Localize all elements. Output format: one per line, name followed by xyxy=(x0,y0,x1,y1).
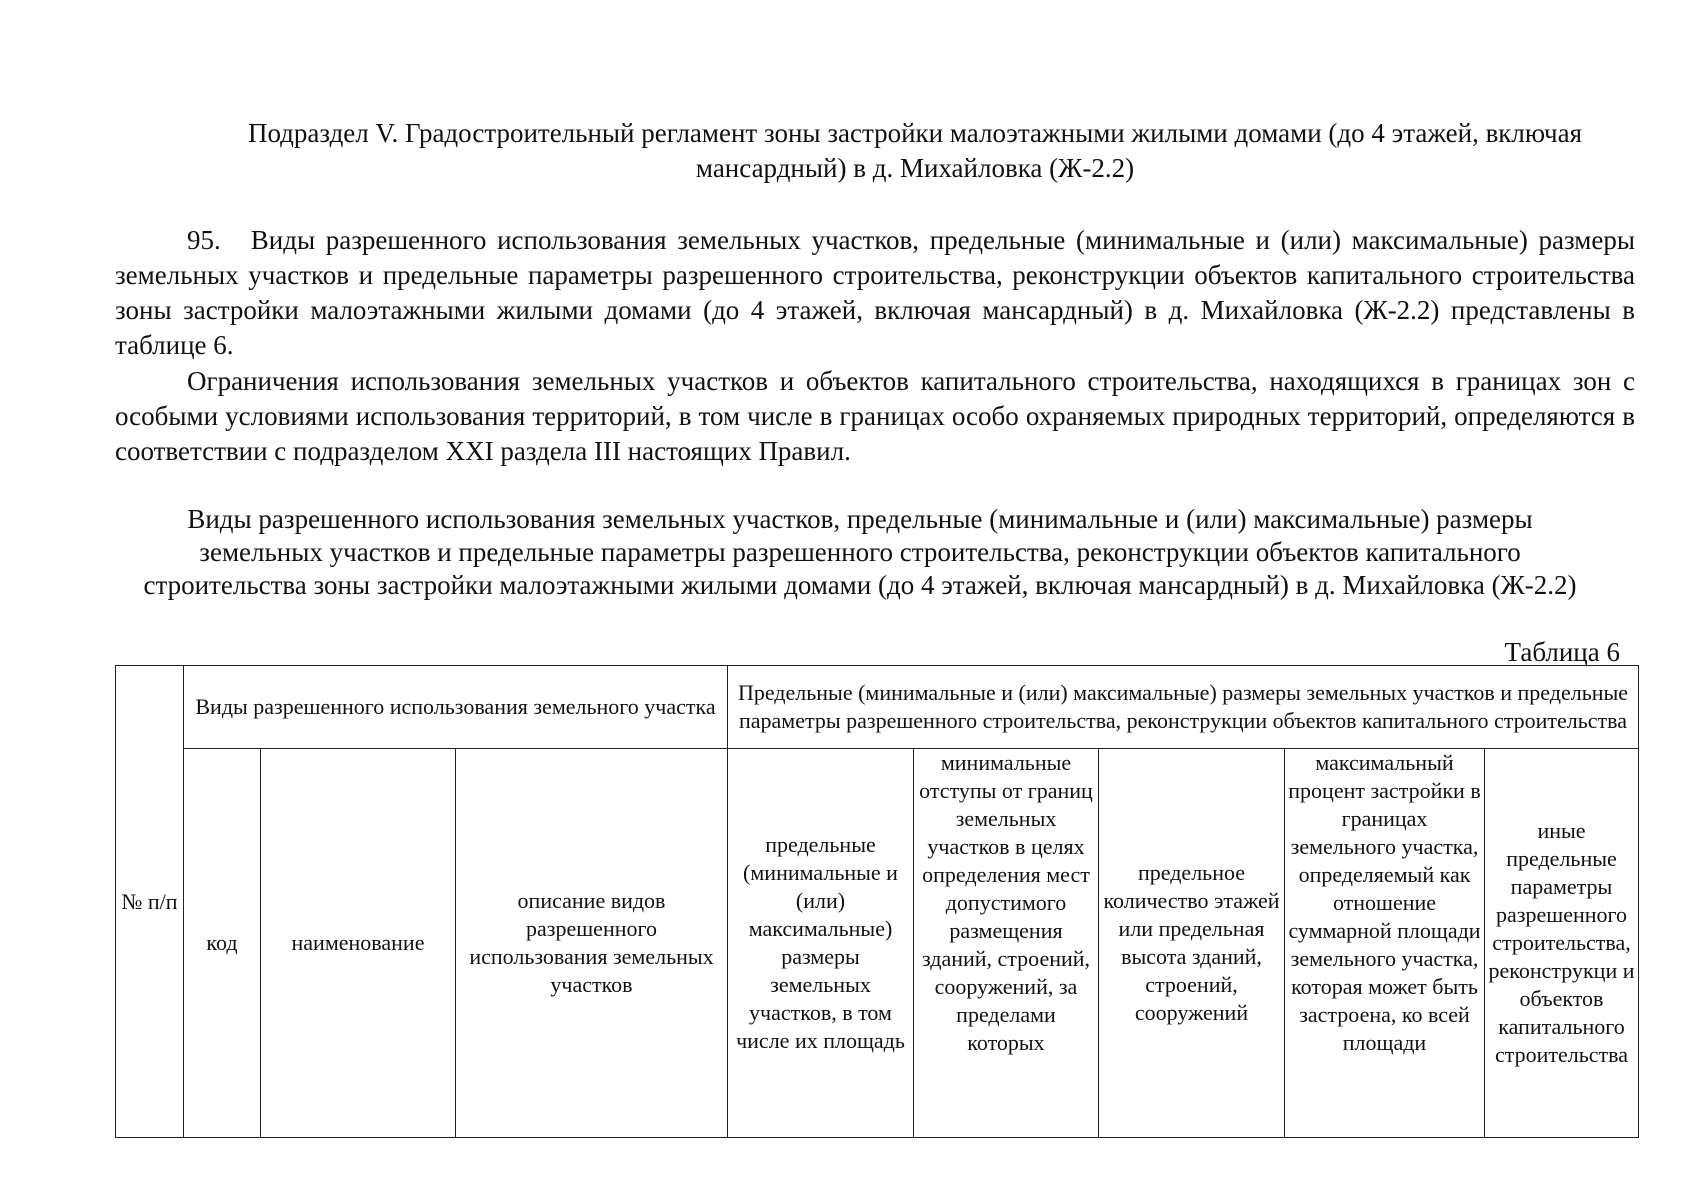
header-group-use: Виды разрешенного использования земельного участка xyxy=(184,666,728,749)
paragraph-restrictions: Ограничения использования земельных участков и объектов капитального строительства, находящихся в границах зон с особыми условиями использования территорий, в том числе в границах особо охраняемых природных территорий, определяются в соответствии с подразделом XXI раздела III настоящих Правил. xyxy=(115,366,1635,466)
header-group-limits: Предельные (минимальные и (или) максимальные) размеры земельных участков и предельные параметры разрешенного строительства, реконструкции объектов капитального строительства xyxy=(728,666,1639,749)
header-setbacks xyxy=(914,749,1099,1138)
header-other: иные предельные параметры разрешенного строительства, реконструкци и объектов капитального строительства xyxy=(1485,749,1639,1138)
paragraph-number: 95. xyxy=(187,225,221,255)
header-floors: предельное количество этажей или предельная высота зданий, строений, сооружений xyxy=(1099,749,1285,1138)
header-description: описание видов разрешенного использования земельных участков xyxy=(456,749,728,1138)
header-setbacks-text: минимальные отступы от границ земельных участков в целях определения мест допустимого размещения зданий, строений, сооружений, за пределами которых xyxy=(919,750,1093,1055)
header-code: код xyxy=(184,749,261,1138)
header-coverage xyxy=(1285,749,1485,1138)
paragraph-text: Виды разрешенного использования земельных участков, предельные (минимальные и (или) максимальные) размеры земельных участков и предельные параметры разрешенного строительства, реконструкции объектов капитального строительства зоны застройки малоэтажными жилыми домами (до 4 этажей, включая мансардный) в д. Михайловка (Ж-2.2) представлены в таблице 6. xyxy=(115,225,1635,360)
regulation-table xyxy=(115,665,1639,1138)
header-number: № п/п xyxy=(116,666,184,1138)
subsection-title: Подраздел V. Градостроительный регламент зоны застройки малоэтажными жилыми домами (до 4 этажей, включая мансардный) в д. Михайловка (Ж-2.2) xyxy=(247,118,1583,183)
header-coverage-text: максимальный процент застройки в границах земельного участка, определяемый как отношение суммарной площади земельного участка, которая может быть застроена, ко всей площади xyxy=(1288,750,1481,1055)
table-label: Таблица 6 xyxy=(1504,637,1620,667)
header-name: наименование xyxy=(261,749,456,1138)
header-size: предельные (минимальные и (или) максимальные) размеры земельных участков, в том числе их площадь xyxy=(728,749,914,1138)
table-caption: Виды разрешенного использования земельных участков, предельные (минимальные и (или) максимальные) размеры земельных участков и предельные параметры разрешенного строительства, реконструкции объектов капитального строительства зоны застройки малоэтажными жилыми домами (до 4 этажей, включая мансардный) в д. Михайловка (Ж-2.2) xyxy=(143,504,1577,600)
paragraph-95 xyxy=(115,223,1635,363)
